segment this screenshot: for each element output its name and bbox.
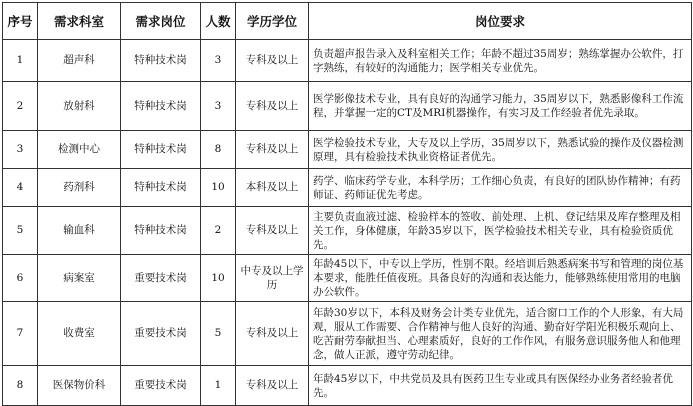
cell-index: 4 [3, 169, 38, 207]
cell-requirements: 年龄45岁以下，中共党员及具有医药卫生专业或具有医保经办业务者经验者优先。 [309, 366, 692, 406]
cell-department: 病案室 [38, 255, 121, 302]
table-row [3, 255, 692, 302]
cell-department: 收费室 [38, 302, 121, 366]
cell-education: 专科及以上 [236, 82, 309, 131]
table-row [3, 302, 692, 366]
cell-count: 2 [201, 207, 236, 255]
cell-count: 8 [201, 131, 236, 169]
cell-index: 1 [3, 40, 38, 82]
cell-count: 10 [201, 255, 236, 302]
cell-education: 专科及以上 [236, 366, 309, 406]
cell-education: 专科及以上 [236, 207, 309, 255]
header-requirements: 岗位要求 [309, 3, 692, 40]
cell-index: 8 [3, 366, 38, 406]
cell-requirements: 主要负责血液过滤、检验样本的签收、前处理、上机、登记结果及库存整理及相关工作，身体健康，年龄35岁以下，医学检验技术相关专业，具有检验资质优先。 [309, 207, 692, 255]
header-index: 序号 [3, 3, 38, 40]
cell-education: 专科及以上 [236, 302, 309, 366]
cell-index: 3 [3, 131, 38, 169]
cell-position: 重要技术岗 [121, 255, 201, 302]
cell-education: 专科及以上 [236, 40, 309, 82]
header-row [3, 3, 692, 40]
table-row [3, 169, 692, 207]
cell-department: 放射科 [38, 82, 121, 131]
cell-index: 2 [3, 82, 38, 131]
cell-index: 6 [3, 255, 38, 302]
cell-requirements: 医学检验技术专业，大专及以上学历，35周岁以下，熟悉试验的操作及仪器检测原理，具有检验技术执业资格证者优先。 [309, 131, 692, 169]
cell-requirements: 医学影像技术专业，具有良好的沟通学习能力，35周岁以下，熟悉影像科工作流程，并掌握一定的CT及MRI机器操作，有实习及工作经验者优先录取。 [309, 82, 692, 131]
cell-count: 5 [201, 302, 236, 366]
recruitment-table [2, 2, 692, 406]
cell-position: 重要技术岗 [121, 366, 201, 406]
cell-department: 超声科 [38, 40, 121, 82]
table-row [3, 366, 692, 406]
cell-department: 医保物价科 [38, 366, 121, 406]
table-row [3, 207, 692, 255]
cell-count: 10 [201, 169, 236, 207]
cell-education: 本科及以上 [236, 169, 309, 207]
cell-requirements: 年龄45以下，中专以上学历，性别不限。经培训后熟悉病案书写和管理的岗位基本要求，能胜任值夜班。具备良好的沟通和表达能力，能够熟练使用常用的电脑办公软件。 [309, 255, 692, 302]
cell-education: 专科及以上 [236, 131, 309, 169]
header-education: 学历学位 [236, 3, 309, 40]
cell-count: 3 [201, 82, 236, 131]
table-row [3, 82, 692, 131]
cell-index: 7 [3, 302, 38, 366]
cell-requirements: 年龄30岁以下，本科及财务会计类专业优先，适合窗口工作的个人形象，有大局观，服从工作需要、合作精神与他人良好的沟通、勤奋好学阳光积极乐观向上、吃苦耐劳奉献担当、心理素质好，良好的工作作风，有服务意识服务他人和他理念，做人正派，遵守劳动纪律。 [309, 302, 692, 366]
cell-position: 特种技术岗 [121, 207, 201, 255]
cell-requirements: 药学、临床药学专业，本科学历；工作细心负责，有良好的团队协作精神；有药师证、药师证优先考虑。 [309, 169, 692, 207]
cell-count: 1 [201, 366, 236, 406]
table-row [3, 131, 692, 169]
cell-position: 特种技术岗 [121, 82, 201, 131]
cell-position: 重要技术岗 [121, 302, 201, 366]
table-row [3, 40, 692, 82]
cell-position: 特种技术岗 [121, 131, 201, 169]
header-position: 需求岗位 [121, 3, 201, 40]
cell-education: 中专及以上学历 [236, 255, 309, 302]
cell-department: 检测中心 [38, 131, 121, 169]
cell-position: 特种技术岗 [121, 40, 201, 82]
cell-index: 5 [3, 207, 38, 255]
header-count: 人数 [201, 3, 236, 40]
cell-department: 药剂科 [38, 169, 121, 207]
header-department: 需求科室 [38, 3, 121, 40]
cell-requirements: 负责超声报告录入及科室相关工作；年龄不超过35周岁；熟练掌握办公软件，打字熟练，有较好的沟通能力；医学相关专业优先。 [309, 40, 692, 82]
cell-count: 3 [201, 40, 236, 82]
cell-position: 特种技术岗 [121, 169, 201, 207]
cell-department: 输血科 [38, 207, 121, 255]
